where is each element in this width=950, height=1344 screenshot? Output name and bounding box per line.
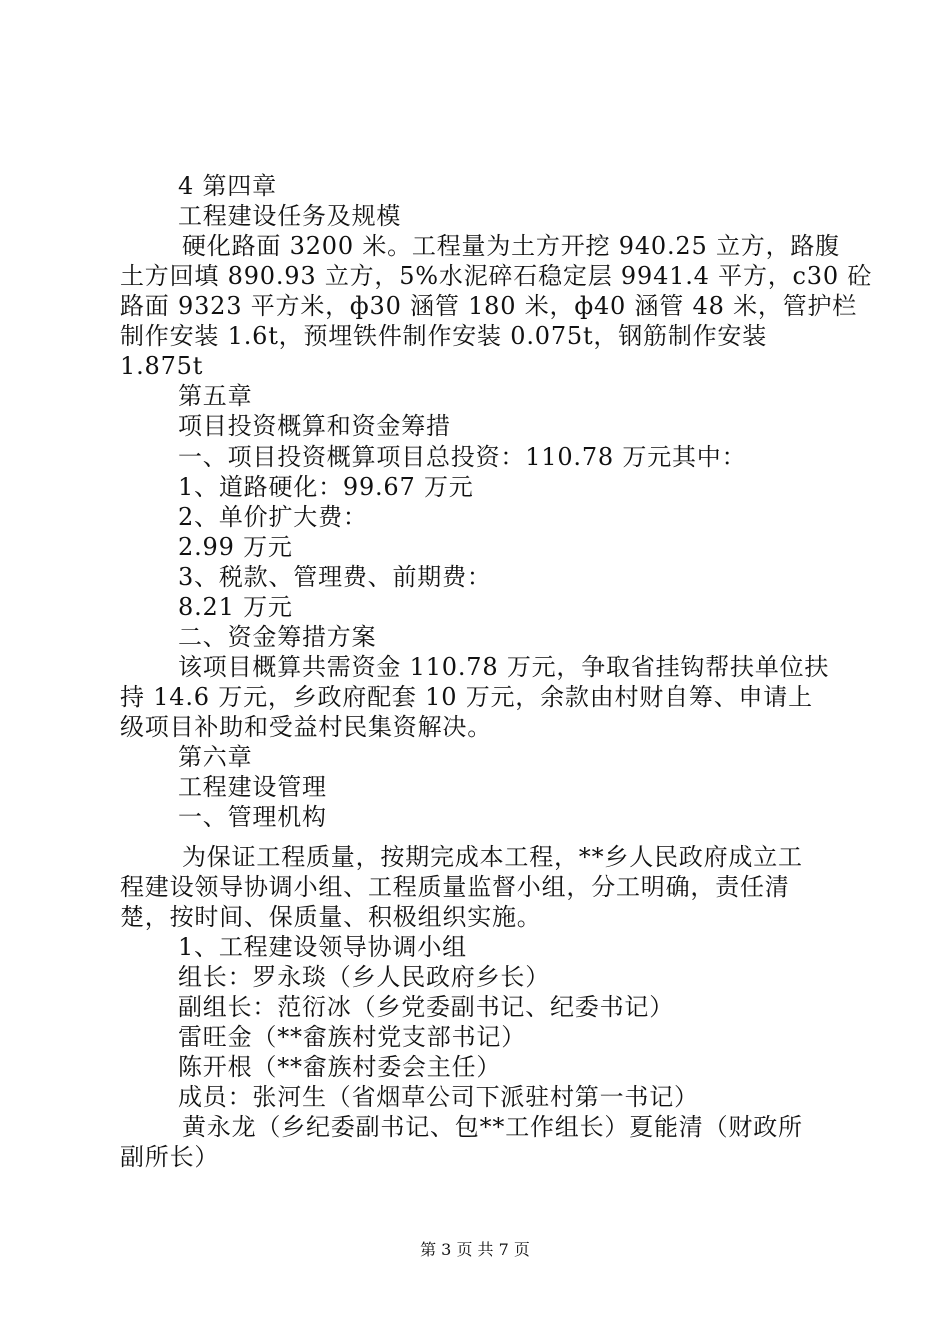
list-item: 2、单价扩大费： — [178, 503, 368, 531]
chapter-4-heading: 4 第四章 — [178, 172, 277, 200]
section-title: 二、资金筹措方案 — [178, 623, 377, 651]
list-item: 副组长：范衍冰（乡党委副书记、纪委书记） — [178, 993, 674, 1021]
paragraph-line: 硬化路面 3200 米。工程量为土方开挖 940.25 立方，路腹 — [182, 232, 840, 260]
list-item: 雷旺金（**畲族村党支部书记） — [178, 1023, 526, 1051]
list-item: 2.99 万元 — [178, 533, 293, 561]
list-item: 1、工程建设领导协调小组 — [178, 933, 467, 961]
paragraph-line: 楚，按时间、保质量、积极组织实施。 — [120, 903, 542, 931]
section-title: 工程建设管理 — [178, 773, 327, 801]
paragraph-line: 土方回填 890.93 立方，5%水泥碎石稳定层 9941.4 平方，c30 砼 — [120, 262, 873, 290]
list-item: 成员：张河生（省烟草公司下派驻村第一书记） — [178, 1083, 699, 1111]
list-item: 1、道路硬化：99.67 万元 — [178, 473, 474, 501]
paragraph-line: 级项目补助和受益村民集资解决。 — [120, 713, 492, 741]
paragraph-line: 为保证工程质量，按期完成本工程，**乡人民政府成立工 — [182, 843, 803, 871]
page-footer: 第 3 页 共 7 页 — [420, 1240, 530, 1259]
paragraph-line: 制作安装 1.6t，预埋铁件制作安装 0.075t，钢筋制作安装 — [120, 322, 768, 350]
list-item: 3、税款、管理费、前期费： — [178, 563, 492, 591]
list-item: 8.21 万元 — [178, 593, 293, 621]
section-title: 一、管理机构 — [178, 803, 327, 831]
chapter-5-heading: 第五章 — [178, 382, 253, 410]
paragraph-line: 持 14.6 万元，乡政府配套 10 万元，余款由村财自筹、申请上 — [120, 683, 813, 711]
list-item: 陈开根（**畲族村委会主任） — [178, 1053, 502, 1081]
paragraph-line: 1.875t — [120, 352, 204, 380]
paragraph-line: 副所长） — [120, 1143, 220, 1171]
paragraph-line: 程建设领导协调小组、工程质量监督小组，分工明确，责任清 — [120, 873, 790, 901]
list-item: 组长：罗永琰（乡人民政府乡长） — [178, 963, 550, 991]
section-title: 项目投资概算和资金筹措 — [178, 412, 451, 440]
paragraph-line: 路面 9323 平方米，ф30 涵管 180 米，ф40 涵管 48 米，管护栏 — [120, 292, 858, 320]
list-item: 一、项目投资概算项目总投资：110.78 万元其中： — [178, 443, 747, 471]
section-title: 工程建设任务及规模 — [178, 202, 402, 230]
paragraph-line: 该项目概算共需资金 110.78 万元，争取省挂钩帮扶单位扶 — [178, 653, 830, 681]
paragraph-line: 黄永龙（乡纪委副书记、包**工作组长）夏能清（财政所 — [182, 1113, 803, 1141]
chapter-6-heading: 第六章 — [178, 743, 253, 771]
